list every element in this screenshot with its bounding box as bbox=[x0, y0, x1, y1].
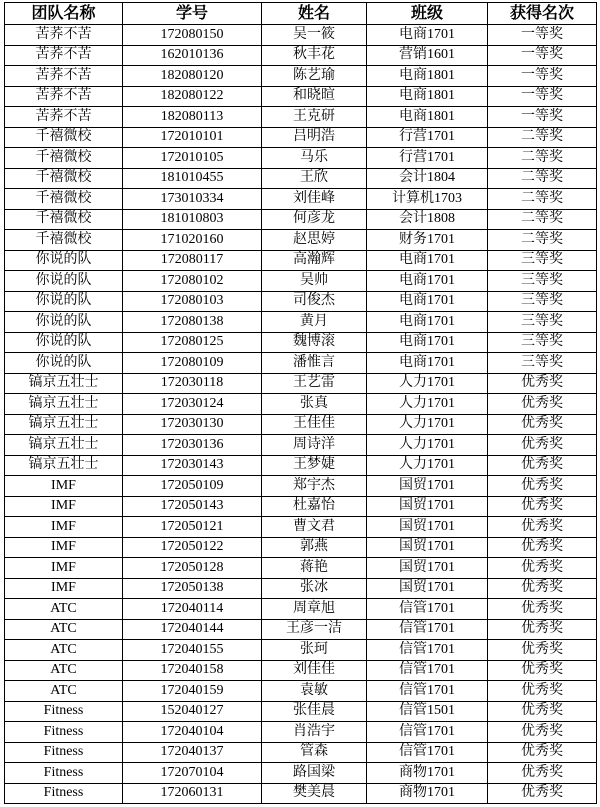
table-row bbox=[5, 312, 597, 333]
cell-student-id: 172050138 bbox=[123, 578, 262, 599]
cell-team-name: IMF bbox=[5, 496, 123, 517]
cell-class: 人力1701 bbox=[367, 394, 488, 415]
table-row bbox=[5, 517, 597, 538]
cell-team-name: 千禧微校 bbox=[5, 168, 123, 189]
cell-team-name: 你说的队 bbox=[5, 250, 123, 271]
cell-student-id: 172050143 bbox=[123, 496, 262, 517]
cell-team-name: 你说的队 bbox=[5, 271, 123, 292]
cell-class: 电商1801 bbox=[367, 66, 488, 87]
cell-name: 和晓暄 bbox=[262, 86, 367, 107]
cell-team-name: 苦荞不苦 bbox=[5, 25, 123, 46]
cell-team-name: 千禧微校 bbox=[5, 209, 123, 230]
cell-team-name: IMF bbox=[5, 476, 123, 497]
cell-team-name: ATC bbox=[5, 640, 123, 661]
cell-name: 吴一筱 bbox=[262, 25, 367, 46]
table-row bbox=[5, 783, 597, 804]
cell-award: 二等奖 bbox=[488, 230, 597, 251]
cell-name: 郑宇杰 bbox=[262, 476, 367, 497]
cell-class: 商物1701 bbox=[367, 763, 488, 784]
cell-team-name: 你说的队 bbox=[5, 353, 123, 374]
table-row bbox=[5, 660, 597, 681]
header-student-id: 学号 bbox=[123, 3, 262, 25]
cell-student-id: 172050122 bbox=[123, 537, 262, 558]
cell-name: 曹文君 bbox=[262, 517, 367, 538]
cell-team-name: ATC bbox=[5, 681, 123, 702]
cell-class: 信管1701 bbox=[367, 619, 488, 640]
cell-student-id: 172030143 bbox=[123, 455, 262, 476]
cell-student-id: 172080125 bbox=[123, 332, 262, 353]
cell-team-name: 镐京五壮士 bbox=[5, 373, 123, 394]
cell-team-name: Fitness bbox=[5, 783, 123, 804]
cell-student-id: 172080138 bbox=[123, 312, 262, 333]
cell-award: 二等奖 bbox=[488, 148, 597, 169]
cell-class: 行营1701 bbox=[367, 148, 488, 169]
table-row bbox=[5, 332, 597, 353]
cell-class: 信管1501 bbox=[367, 701, 488, 722]
cell-award: 二等奖 bbox=[488, 209, 597, 230]
header-team-name: 团队名称 bbox=[5, 3, 123, 25]
cell-student-id: 172080117 bbox=[123, 250, 262, 271]
table-row bbox=[5, 722, 597, 743]
cell-class: 会计1804 bbox=[367, 168, 488, 189]
cell-name: 郭燕 bbox=[262, 537, 367, 558]
award-table bbox=[4, 2, 597, 804]
cell-team-name: ATC bbox=[5, 619, 123, 640]
table-row bbox=[5, 291, 597, 312]
table-row bbox=[5, 763, 597, 784]
cell-name: 赵思婷 bbox=[262, 230, 367, 251]
cell-award: 优秀奖 bbox=[488, 558, 597, 579]
cell-student-id: 172070104 bbox=[123, 763, 262, 784]
cell-name: 王梦婕 bbox=[262, 455, 367, 476]
cell-student-id: 172030124 bbox=[123, 394, 262, 415]
cell-class: 信管1701 bbox=[367, 681, 488, 702]
cell-award: 优秀奖 bbox=[488, 783, 597, 804]
cell-name: 张珂 bbox=[262, 640, 367, 661]
table-row bbox=[5, 209, 597, 230]
cell-award: 优秀奖 bbox=[488, 763, 597, 784]
cell-award: 二等奖 bbox=[488, 127, 597, 148]
header-name: 姓名 bbox=[262, 3, 367, 25]
cell-student-id: 172080109 bbox=[123, 353, 262, 374]
cell-student-id: 172040159 bbox=[123, 681, 262, 702]
cell-name: 王克研 bbox=[262, 107, 367, 128]
cell-award: 一等奖 bbox=[488, 107, 597, 128]
cell-class: 人力1701 bbox=[367, 435, 488, 456]
cell-name: 王艺雷 bbox=[262, 373, 367, 394]
cell-award: 优秀奖 bbox=[488, 394, 597, 415]
cell-class: 电商1701 bbox=[367, 250, 488, 271]
cell-class: 信管1701 bbox=[367, 742, 488, 763]
cell-name: 袁敏 bbox=[262, 681, 367, 702]
header-row bbox=[5, 3, 597, 25]
cell-award: 优秀奖 bbox=[488, 517, 597, 538]
cell-name: 周章旭 bbox=[262, 599, 367, 620]
cell-student-id: 162010136 bbox=[123, 45, 262, 66]
table-row bbox=[5, 148, 597, 169]
table-row bbox=[5, 394, 597, 415]
cell-name: 王欣 bbox=[262, 168, 367, 189]
cell-class: 人力1701 bbox=[367, 455, 488, 476]
cell-class: 国贸1701 bbox=[367, 578, 488, 599]
cell-student-id: 173010334 bbox=[123, 189, 262, 210]
cell-award: 优秀奖 bbox=[488, 373, 597, 394]
cell-student-id: 172030118 bbox=[123, 373, 262, 394]
cell-class: 国贸1701 bbox=[367, 537, 488, 558]
cell-team-name: 镐京五壮士 bbox=[5, 394, 123, 415]
cell-team-name: 镐京五壮士 bbox=[5, 455, 123, 476]
table-row bbox=[5, 373, 597, 394]
cell-team-name: Fitness bbox=[5, 742, 123, 763]
cell-name: 吴帅 bbox=[262, 271, 367, 292]
cell-award: 优秀奖 bbox=[488, 599, 597, 620]
cell-award: 优秀奖 bbox=[488, 435, 597, 456]
cell-class: 会计1808 bbox=[367, 209, 488, 230]
cell-student-id: 172040155 bbox=[123, 640, 262, 661]
table-row bbox=[5, 271, 597, 292]
cell-student-id: 182080113 bbox=[123, 107, 262, 128]
cell-class: 营销1601 bbox=[367, 45, 488, 66]
cell-name: 周诗洋 bbox=[262, 435, 367, 456]
cell-student-id: 181010803 bbox=[123, 209, 262, 230]
cell-award: 三等奖 bbox=[488, 271, 597, 292]
cell-team-name: Fitness bbox=[5, 722, 123, 743]
cell-name: 张冰 bbox=[262, 578, 367, 599]
cell-student-id: 172040104 bbox=[123, 722, 262, 743]
cell-name: 蒋艳 bbox=[262, 558, 367, 579]
cell-name: 刘佳峰 bbox=[262, 189, 367, 210]
table-row bbox=[5, 742, 597, 763]
cell-student-id: 172080102 bbox=[123, 271, 262, 292]
table-row bbox=[5, 230, 597, 251]
cell-name: 樊美晨 bbox=[262, 783, 367, 804]
cell-award: 二等奖 bbox=[488, 168, 597, 189]
cell-name: 陈艺瑜 bbox=[262, 66, 367, 87]
cell-award: 优秀奖 bbox=[488, 660, 597, 681]
cell-name: 杜嘉怡 bbox=[262, 496, 367, 517]
cell-class: 信管1701 bbox=[367, 722, 488, 743]
cell-team-name: 苦荞不苦 bbox=[5, 107, 123, 128]
cell-student-id: 152040127 bbox=[123, 701, 262, 722]
table-row bbox=[5, 476, 597, 497]
cell-award: 三等奖 bbox=[488, 250, 597, 271]
header-award: 获得名次 bbox=[488, 3, 597, 25]
cell-class: 国贸1701 bbox=[367, 517, 488, 538]
cell-student-id: 171020160 bbox=[123, 230, 262, 251]
cell-class: 电商1701 bbox=[367, 353, 488, 374]
table-row bbox=[5, 435, 597, 456]
cell-team-name: IMF bbox=[5, 558, 123, 579]
cell-class: 国贸1701 bbox=[367, 496, 488, 517]
cell-team-name: 你说的队 bbox=[5, 312, 123, 333]
cell-name: 司俊杰 bbox=[262, 291, 367, 312]
cell-class: 国贸1701 bbox=[367, 476, 488, 497]
table-body bbox=[5, 25, 597, 804]
table-row bbox=[5, 168, 597, 189]
cell-class: 电商1801 bbox=[367, 86, 488, 107]
cell-name: 黄月 bbox=[262, 312, 367, 333]
cell-team-name: 你说的队 bbox=[5, 291, 123, 312]
cell-class: 信管1701 bbox=[367, 640, 488, 661]
table-row bbox=[5, 640, 597, 661]
cell-team-name: Fitness bbox=[5, 701, 123, 722]
table-row bbox=[5, 353, 597, 374]
table-row bbox=[5, 25, 597, 46]
cell-class: 电商1701 bbox=[367, 25, 488, 46]
cell-student-id: 172080150 bbox=[123, 25, 262, 46]
cell-team-name: 千禧微校 bbox=[5, 230, 123, 251]
cell-class: 电商1701 bbox=[367, 312, 488, 333]
cell-award: 一等奖 bbox=[488, 66, 597, 87]
cell-student-id: 172030136 bbox=[123, 435, 262, 456]
cell-name: 秋丰花 bbox=[262, 45, 367, 66]
table-row bbox=[5, 701, 597, 722]
cell-student-id: 181010455 bbox=[123, 168, 262, 189]
cell-name: 张真 bbox=[262, 394, 367, 415]
table-row bbox=[5, 189, 597, 210]
cell-team-name: ATC bbox=[5, 660, 123, 681]
table-row bbox=[5, 681, 597, 702]
cell-award: 一等奖 bbox=[488, 25, 597, 46]
cell-award: 优秀奖 bbox=[488, 681, 597, 702]
cell-student-id: 182080122 bbox=[123, 86, 262, 107]
table-row bbox=[5, 250, 597, 271]
table-row bbox=[5, 86, 597, 107]
cell-award: 优秀奖 bbox=[488, 455, 597, 476]
cell-award: 优秀奖 bbox=[488, 701, 597, 722]
cell-award: 优秀奖 bbox=[488, 537, 597, 558]
cell-class: 国贸1701 bbox=[367, 558, 488, 579]
cell-team-name: 镐京五壮士 bbox=[5, 414, 123, 435]
cell-class: 财务1701 bbox=[367, 230, 488, 251]
table-row bbox=[5, 537, 597, 558]
cell-student-id: 172040158 bbox=[123, 660, 262, 681]
cell-award: 三等奖 bbox=[488, 353, 597, 374]
cell-team-name: 你说的队 bbox=[5, 332, 123, 353]
cell-name: 肖浩宇 bbox=[262, 722, 367, 743]
cell-student-id: 172080103 bbox=[123, 291, 262, 312]
cell-team-name: 苦荞不苦 bbox=[5, 66, 123, 87]
cell-class: 电商1801 bbox=[367, 107, 488, 128]
cell-name: 马乐 bbox=[262, 148, 367, 169]
cell-team-name: 千禧微校 bbox=[5, 127, 123, 148]
table-row bbox=[5, 599, 597, 620]
cell-award: 优秀奖 bbox=[488, 578, 597, 599]
cell-class: 行营1701 bbox=[367, 127, 488, 148]
cell-name: 管森 bbox=[262, 742, 367, 763]
table-row bbox=[5, 619, 597, 640]
table-row bbox=[5, 558, 597, 579]
cell-award: 一等奖 bbox=[488, 45, 597, 66]
cell-team-name: 千禧微校 bbox=[5, 148, 123, 169]
cell-name: 王彦一洁 bbox=[262, 619, 367, 640]
table-row bbox=[5, 455, 597, 476]
cell-team-name: 千禧微校 bbox=[5, 189, 123, 210]
cell-team-name: 苦荞不苦 bbox=[5, 86, 123, 107]
cell-student-id: 172040137 bbox=[123, 742, 262, 763]
cell-award: 三等奖 bbox=[488, 291, 597, 312]
cell-award: 优秀奖 bbox=[488, 414, 597, 435]
cell-name: 张佳晨 bbox=[262, 701, 367, 722]
cell-class: 人力1701 bbox=[367, 373, 488, 394]
cell-class: 电商1701 bbox=[367, 332, 488, 353]
cell-award: 一等奖 bbox=[488, 86, 597, 107]
cell-name: 魏博滚 bbox=[262, 332, 367, 353]
cell-class: 商物1701 bbox=[367, 783, 488, 804]
cell-team-name: ATC bbox=[5, 599, 123, 620]
cell-student-id: 172050121 bbox=[123, 517, 262, 538]
cell-award: 三等奖 bbox=[488, 312, 597, 333]
cell-name: 高瀚辉 bbox=[262, 250, 367, 271]
cell-award: 优秀奖 bbox=[488, 722, 597, 743]
cell-name: 王佳佳 bbox=[262, 414, 367, 435]
cell-student-id: 182080120 bbox=[123, 66, 262, 87]
cell-student-id: 172040144 bbox=[123, 619, 262, 640]
cell-student-id: 172030130 bbox=[123, 414, 262, 435]
table-row bbox=[5, 496, 597, 517]
cell-team-name: IMF bbox=[5, 537, 123, 558]
cell-name: 潘惟言 bbox=[262, 353, 367, 374]
cell-team-name: IMF bbox=[5, 517, 123, 538]
cell-award: 优秀奖 bbox=[488, 742, 597, 763]
table-row bbox=[5, 66, 597, 87]
table-row bbox=[5, 107, 597, 128]
header-class: 班级 bbox=[367, 3, 488, 25]
award-list-sheet bbox=[4, 2, 597, 804]
cell-student-id: 172010105 bbox=[123, 148, 262, 169]
cell-award: 优秀奖 bbox=[488, 619, 597, 640]
cell-class: 人力1701 bbox=[367, 414, 488, 435]
cell-student-id: 172050128 bbox=[123, 558, 262, 579]
cell-award: 二等奖 bbox=[488, 189, 597, 210]
table-row bbox=[5, 45, 597, 66]
cell-award: 三等奖 bbox=[488, 332, 597, 353]
cell-team-name: 苦荞不苦 bbox=[5, 45, 123, 66]
cell-name: 吕明浩 bbox=[262, 127, 367, 148]
cell-class: 电商1701 bbox=[367, 271, 488, 292]
cell-team-name: Fitness bbox=[5, 763, 123, 784]
table-row bbox=[5, 414, 597, 435]
cell-student-id: 172050109 bbox=[123, 476, 262, 497]
cell-class: 信管1701 bbox=[367, 599, 488, 620]
cell-award: 优秀奖 bbox=[488, 640, 597, 661]
cell-award: 优秀奖 bbox=[488, 496, 597, 517]
cell-class: 电商1701 bbox=[367, 291, 488, 312]
cell-class: 计算机1703 bbox=[367, 189, 488, 210]
cell-student-id: 172060131 bbox=[123, 783, 262, 804]
cell-class: 信管1701 bbox=[367, 660, 488, 681]
cell-team-name: 镐京五壮士 bbox=[5, 435, 123, 456]
table-row bbox=[5, 127, 597, 148]
cell-name: 何彦龙 bbox=[262, 209, 367, 230]
cell-name: 路国梁 bbox=[262, 763, 367, 784]
cell-student-id: 172010101 bbox=[123, 127, 262, 148]
cell-name: 刘佳佳 bbox=[262, 660, 367, 681]
cell-team-name: IMF bbox=[5, 578, 123, 599]
cell-award: 优秀奖 bbox=[488, 476, 597, 497]
cell-student-id: 172040114 bbox=[123, 599, 262, 620]
table-row bbox=[5, 578, 597, 599]
